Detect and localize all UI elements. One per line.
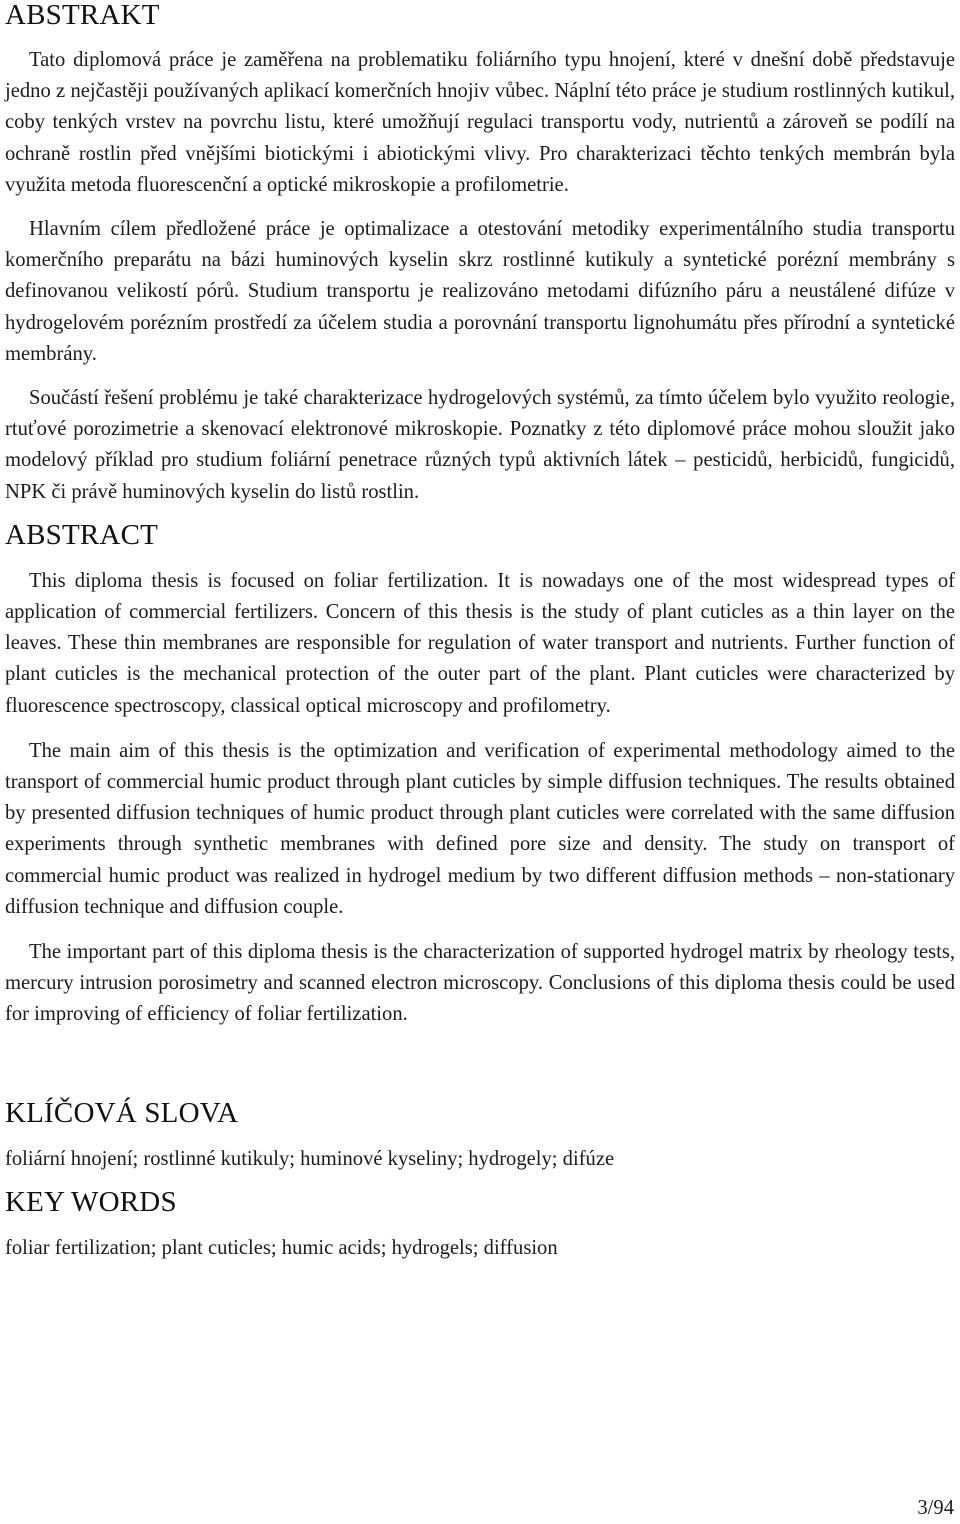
abstrakt-heading: ABSTRAKT bbox=[5, 0, 160, 31]
klicova-slova-heading: KLÍČOVÁ SLOVA bbox=[5, 1096, 239, 1129]
abstrakt-paragraph: Hlavním cílem předložené práce je optimalizace a otestování metodiky experimentálního studia transportu komerčního preparátu na bázi huminových kyselin skrz rostlinné kutikuly a syntetické porézní membrány s definovanou velikostí pórů. Studium transportu je realizováno metodami difúzního páru a neustálené difúze v hydrogelovém porézním prostředí za účelem studia a porovnání transportu lignohumátu přes přírodní a syntetické membrány. bbox=[5, 218, 955, 365]
abstrakt-paragraph: Tato diplomová práce je zaměřena na problematiku foliárního typu hnojení, které v dnešní době představuje jedno z nejčastěji používaných aplikací komerčních hnojiv vůbec. Náplní této práce je studium rostlinných kutikul, coby tenkých vrstev na povrchu listu, které umožňují regulaci transportu vody, nutrientů a zároveň se podílí na ochraně rostlin před vnějšími biotickými i abiotickými vlivy. Pro charakterizaci těchto tenkých membrán byla využita metoda fluorescenční a optické mikroskopie a profilometrie. bbox=[5, 49, 955, 196]
abstract-paragraph: This diploma thesis is focused on foliar fertilization. It is nowadays one of the most widespread types of application of commercial fertilizers. Concern of this thesis is the study of plant cuticles as a thin layer on the leaves. These thin membranes are responsible for regulation of water transport and nutrients. Further function of plant cuticles is the mechanical protection of the outer part of the plant. Plant cuticles were characterized by fluorescence spectroscopy, classical optical microscopy and profilometry. bbox=[5, 569, 955, 717]
document-page bbox=[5, 0, 955, 1264]
key-words-heading: KEY WORDS bbox=[5, 1185, 177, 1218]
abstrakt-paragraph: Součástí řešení problému je také charakterizace hydrogelových systémů, za tímto účelem bylo využito reologie, rtuťové porozimetrie a skenovací elektronové mikroskopie. Poznatky z této diplomové práce mohou sloužit jako modelový příklad pro studium foliární penetrace různých typů aktivních látek – pesticidů, herbicidů, fungicidů, NPK či právě huminových kyselin do listů rostlin. bbox=[5, 387, 955, 503]
abstract-paragraph: The important part of this diploma thesis is the characterization of supported hydrogel matrix by rheology tests, mercury intrusion porosimetry and scanned electron microscopy. Conclusions of this diploma thesis could be used for improving of efficiency of foliar fertilization. bbox=[5, 941, 955, 1026]
klicova-slova-text: foliární hnojení; rostlinné kutikuly; huminové kyseliny; hydrogely; difúze bbox=[5, 1147, 615, 1170]
abstract-paragraph: The main aim of this thesis is the optimization and verification of experimental methodology aimed to the transport of commercial humic product through plant cuticles by simple diffusion techniques. The results obtained by presented diffusion techniques of humic product through plant cuticles were correlated with the same diffusion experiments through synthetic membranes with defined pore size and density. The study on transport of commercial humic product was realized in hydrogel medium by two different diffusion methods – non-stationary diffusion technique and diffusion couple. bbox=[5, 739, 955, 918]
key-words-text: foliar fertilization; plant cuticles; humic acids; hydrogels; diffusion bbox=[5, 1236, 558, 1259]
abstract-heading: ABSTRACT bbox=[5, 518, 159, 551]
page-number: 3/94 bbox=[917, 1497, 954, 1519]
